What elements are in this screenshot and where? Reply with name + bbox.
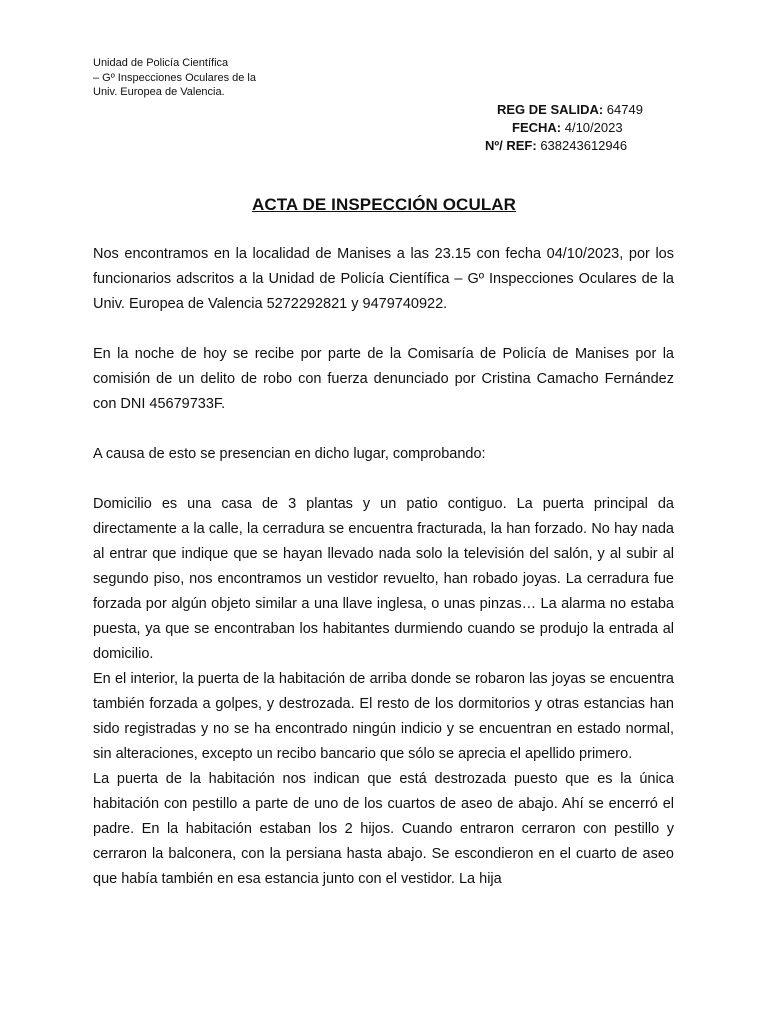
- paragraph: Nos encontramos en la localidad de Manises a las 23.15 con fecha 04/10/2023, por los funcionarios adscritos a la Unidad de Policía Científica – Gº Inspecciones Oculares de la Univ. Europea de Valencia 5272292821 y 9479740922.: [93, 246, 674, 312]
- letterhead: [93, 56, 256, 100]
- paragraph: Domicilio es una casa de 3 plantas y un patio contiguo. La puerta principal da directamente a la calle, la cerradura se encuentra fracturada, la han forzado. No hay nada al entrar que indique que se hayan llevado nada solo la televisión del salón, y al subir al segundo piso, nos encontramos un vestidor revuelto, han robado joyas. La cerradura fue forzada por algún objeto similar a una llave inglesa, o unas pinzas… La alarma no estaba puesta, ya que se encontraban los habitantes durmiendo cuando se produjo la entrada al domicilio.: [93, 496, 674, 662]
- fecha-value: 4/10/2023: [564, 120, 623, 135]
- document-body: [93, 242, 674, 892]
- reg-salida-value: 64749: [606, 102, 643, 117]
- letterhead-line-3: Univ. Europea de Valencia.: [93, 86, 225, 98]
- paragraph: En el interior, la puerta de la habitación de arriba donde se robaron las joyas se encuentra también forzada a golpes, y destrozada. El resto de los dormitorios y otras estancias han sido registradas y no se ha encontrado ningún indicio y se encuentran en estado normal, sin alteraciones, excepto un recibo bancario que sólo se aprecia el apellido primero.: [93, 671, 674, 762]
- paragraph: A causa de esto se presencian en dicho lugar, comprobando:: [93, 446, 486, 462]
- document-title: ACTA DE INSPECCIÓN OCULAR: [251, 195, 517, 214]
- fecha-row: [512, 119, 623, 138]
- letterhead-line-2: – Gº Inspecciones Oculares de la: [93, 71, 256, 84]
- ref-label: Nº/ REF:: [485, 138, 537, 153]
- fecha-label: FECHA:: [512, 120, 562, 135]
- reg-salida-label: REG DE SALIDA:: [497, 102, 604, 117]
- paragraph: La puerta de la habitación nos indican que está destrozada puesto que es la única habitación con pestillo a parte de uno de los cuartos de aseo de abajo. Ahí se encerró el padre. En la habitación estaban los 2 hijos. Cuando entraron cerraron con pestillo y cerraron la balconera, con la persiana hasta abajo. Se escondieron en el cuarto de aseo que había también en esa estancia junto con el vestidor. La hija: [93, 771, 674, 887]
- ref-value: 638243612946: [540, 138, 628, 153]
- letterhead-line-1: Unidad de Policía Científica: [93, 57, 229, 69]
- paragraph: En la noche de hoy se recibe por parte de la Comisaría de Policía de Manises por la comisión de un delito de robo con fuerza denunciado por Cristina Camacho Fernández con DNI 45679733F.: [93, 346, 674, 412]
- ref-row: [485, 137, 627, 156]
- reg-salida-row: [497, 101, 643, 120]
